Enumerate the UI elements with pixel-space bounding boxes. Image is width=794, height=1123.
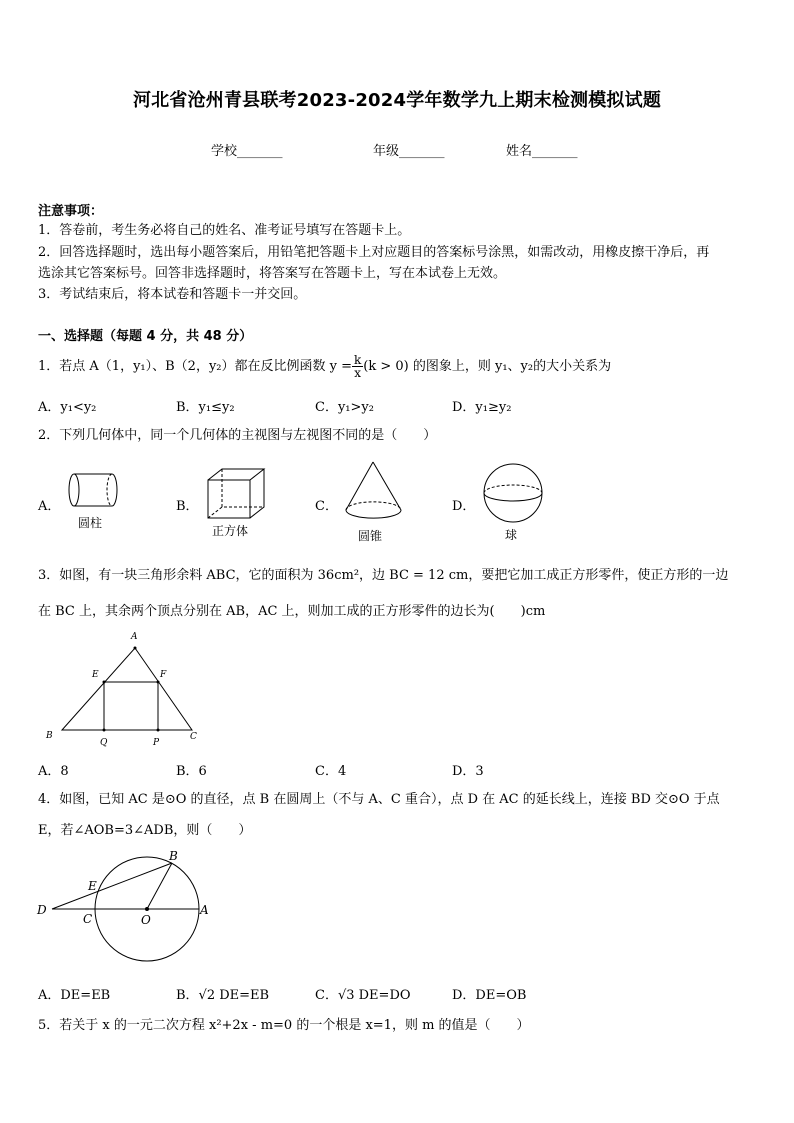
- school-field: 学校_______: [211, 144, 283, 159]
- question-3-line-1: 3．如图，有一块三角形余料 ABC，它的面积为 36cm²，边 BC = 12 cm，要把它加工成正方形零件，使正方形的一边: [38, 568, 729, 583]
- q1-frac-num: k: [354, 353, 362, 367]
- question-3-line-2: 在 BC 上，其余两个顶点分别在 AB，AC 上，则加工成的正方形零件的边长为( )cm: [38, 604, 546, 619]
- label-e: E: [92, 670, 99, 680]
- q1-text-after: (k > 0) 的图象上，则 y₁、y₂的大小关系为: [363, 359, 612, 374]
- q2-option-d: D．: [452, 499, 476, 514]
- q1-option-c: C．y₁>y₂: [315, 400, 374, 415]
- label-e: E: [88, 879, 97, 893]
- name-field: 姓名_______: [506, 144, 578, 159]
- q1-fraction: [352, 354, 363, 379]
- section-heading: 一、选择题（每题 4 分，共 48 分）: [38, 329, 253, 344]
- label-d: D: [37, 903, 47, 917]
- label-a: A: [200, 903, 209, 917]
- q4-option-b: B．√2 DE=EB: [176, 988, 270, 1003]
- notice-item-3: 3．考试结束后，将本试卷和答题卡一并交回。: [38, 287, 307, 302]
- label-c: C: [190, 732, 197, 742]
- q1-text-before: 1．若点 A（1，y₁）、B（2，y₂）都在反比例函数 y =: [38, 359, 352, 374]
- q4-option-d: D．DE=OB: [452, 988, 527, 1003]
- q1-option-a: A．y₁<y₂: [38, 400, 97, 415]
- question-4-line-1: 4．如图，已知 AC 是⊙O 的直径，点 B 在圆周上（不与 A、C 重合），点 D 在 AC 的延长线上，连接 BD 交⊙O 于点: [38, 792, 720, 807]
- question-2: 2．下列几何体中，同一个几何体的主视图与左视图不同的是（ ）: [38, 428, 437, 443]
- q4-option-a: A．DE=EB: [38, 988, 111, 1003]
- grade-field: 年级_______: [373, 144, 445, 159]
- triangle-figure: [40, 626, 210, 750]
- q3-option-c: C．4: [315, 764, 347, 779]
- q1-option-d: D．y₁≥y₂: [452, 400, 512, 415]
- notice-item-2-line-1: 2．回答选择题时，选出每小题答案后，用铅笔把答题卡上对应题目的答案标号涂黑，如需改动，用橡皮擦干净后，再: [38, 245, 710, 260]
- notice-heading: 注意事项：: [38, 204, 104, 219]
- label-o: O: [141, 913, 151, 927]
- q2-caption-cylinder: 圆柱: [78, 516, 103, 530]
- q2-option-a: A．: [38, 499, 61, 514]
- q3-option-d: D．3: [452, 764, 484, 779]
- question-5: 5．若关于 x 的一元二次方程 x²+2x - m=0 的一个根是 x=1，则 m 的值是（ ）: [38, 1018, 530, 1033]
- label-b: B: [46, 731, 53, 741]
- cylinder-figure: [64, 468, 124, 518]
- label-q: Q: [100, 738, 108, 748]
- q2-caption-sphere: 球: [505, 528, 518, 542]
- q2-option-b: B．: [176, 499, 199, 514]
- label-f: F: [160, 670, 167, 680]
- q3-option-a: A．8: [38, 764, 69, 779]
- question-4-line-2: E，若∠AOB=3∠ADB，则（ ）: [38, 823, 252, 838]
- label-a: A: [131, 632, 138, 642]
- notice-item-2-line-2: 选涂其它答案标号。回答非选择题时，将答案写在答题卡上，写在本试卷上无效。: [38, 266, 507, 281]
- question-1: [38, 352, 611, 382]
- page-title: 河北省沧州青县联考2023-2024学年数学九上期末检测模拟试题: [132, 90, 662, 111]
- circle-figure: [36, 848, 212, 962]
- cube-figure: [204, 466, 270, 522]
- q2-caption-cone: 圆锥: [358, 529, 383, 543]
- sphere-figure: [480, 462, 548, 524]
- q1-frac-den: x: [354, 366, 362, 380]
- q4-option-c: C．√3 DE=DO: [315, 988, 411, 1003]
- q2-option-c: C．: [315, 499, 338, 514]
- q2-caption-cube: 正方体: [212, 524, 249, 538]
- label-b: B: [169, 849, 178, 863]
- q1-option-b: B．y₁≤y₂: [176, 400, 235, 415]
- notice-item-1: 1．答卷前，考生务必将自己的姓名、准考证号填写在答题卡上。: [38, 223, 411, 238]
- label-p: P: [153, 738, 160, 748]
- q3-option-b: B．6: [176, 764, 207, 779]
- cone-figure: [340, 460, 410, 526]
- label-c: C: [83, 912, 93, 926]
